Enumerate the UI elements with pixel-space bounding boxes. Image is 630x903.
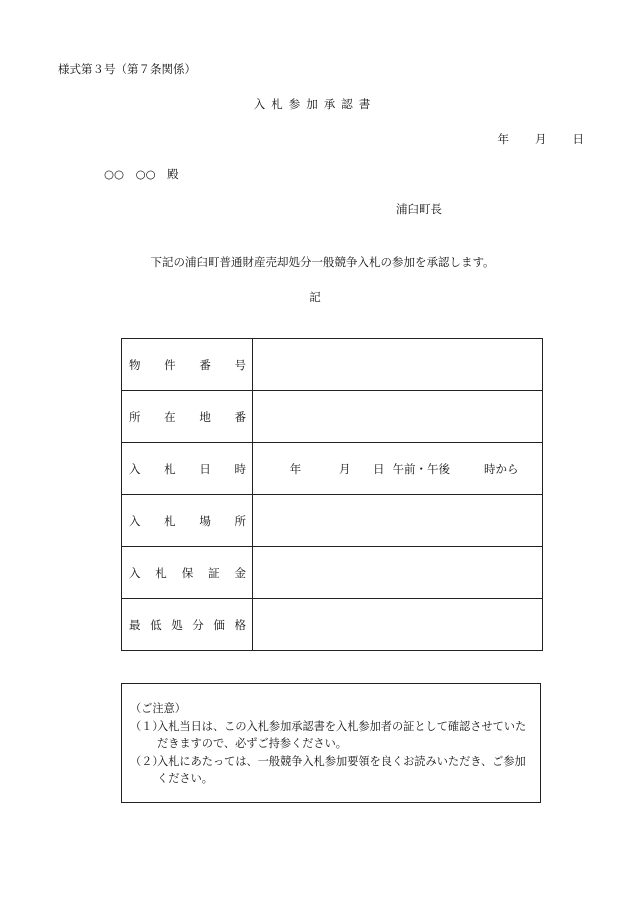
row-label-minimum-price [122,599,253,651]
label-text: 入 札 場 所 [129,513,246,528]
table-row [122,443,543,495]
date-year-label: 年 [497,132,509,146]
row-value-bid-place [253,495,543,547]
issue-date [498,131,585,147]
row-label-location [122,391,253,443]
table-row [122,599,543,651]
table-row [122,495,543,547]
table-row [122,339,543,391]
form-number: 様式第３号（第７条関係） [58,62,196,76]
label-text: 物 件 番 号 [129,357,246,372]
row-label-bid-place [122,495,253,547]
table-row [122,547,543,599]
row-value-property-number [253,339,543,391]
notes-box [121,683,541,803]
note-item [130,753,532,788]
datetime-from: 時から [484,461,519,476]
row-value-bid-datetime [253,443,543,495]
note-number: （１） [130,719,164,733]
note-number: （２） [130,754,164,768]
info-table [121,338,543,651]
datetime-line [277,461,519,477]
document-title: 入札参加承認書 [253,97,377,111]
row-value-minimum-price [253,599,543,651]
datetime-month: 月 [339,461,351,476]
table-row [122,391,543,443]
note-text: 入札当日は、この入札参加承認書を入札参加者の証として確認させていただきますので、必ずご持参ください。 [157,719,527,750]
note-text: 入札にあたっては、一般競争入札参加要領を良くお読みいただき、ご参加ください。 [157,754,526,785]
datetime-ampm: 午前・午後 [392,461,450,476]
datetime-year: 年 [289,461,302,476]
date-month-label: 月 [535,132,547,146]
addressee: ○○ ○○ 殿 [104,167,179,181]
row-label-property-number [122,339,253,391]
body-text: 下記の浦臼町普通財産売却処分一般競争入札の参加を承認します。 [150,255,495,269]
date-day-label: 日 [572,132,584,146]
note-item [130,718,532,753]
row-label-bid-deposit [122,547,253,599]
datetime-day: 日 [373,461,385,476]
label-text: 所 在 地 番 [129,409,246,424]
row-value-location [253,391,543,443]
ki-heading: 記 [309,290,321,304]
issuer: 浦臼町長 [396,202,442,216]
label-text: 入 札 日 時 [129,461,246,476]
label-text: 最 低 処 分 価 格 [129,617,246,632]
notes-heading: （ご注意） [130,702,186,715]
row-value-bid-deposit [253,547,543,599]
label-text: 入 札 保 証 金 [129,565,246,580]
row-label-bid-datetime [122,443,253,495]
